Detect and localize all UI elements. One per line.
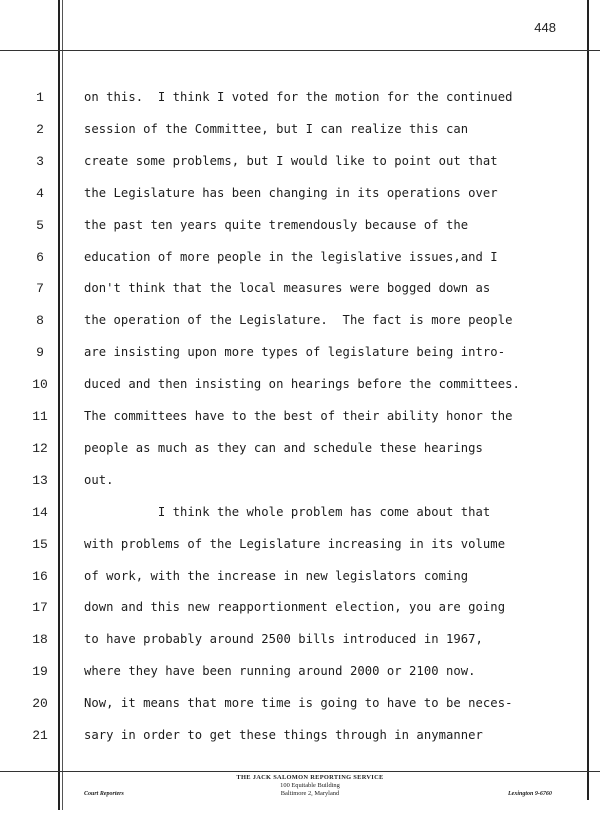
line-number: 17 [32, 600, 48, 616]
line-text: education of more people in the legislative issues,and I [84, 249, 498, 264]
footer-address-line-1: 100 Equitable Building [280, 782, 340, 789]
line-number: 5 [36, 217, 44, 233]
transcript-line [0, 563, 600, 595]
transcript-line [0, 531, 600, 563]
line-number: 14 [32, 504, 48, 520]
line-text: where they have been running around 2000 or 2100 now. [84, 664, 476, 679]
footer-rule [0, 771, 600, 772]
line-text: duced and then insisting on hearings before the committees. [84, 377, 520, 392]
line-text: are insisting upon more types of legislature being intro- [84, 345, 506, 360]
line-number: 15 [32, 536, 48, 552]
footer-address-line-2: Baltimore 2, Maryland [280, 790, 340, 797]
line-number: 19 [32, 664, 48, 680]
transcript-line [0, 371, 600, 403]
line-text: on this. I think I voted for the motion for the continued [84, 90, 513, 104]
line-text: session of the Committee, but I can realize this can [84, 121, 469, 136]
transcript-line [0, 84, 600, 116]
footer-service-name: THE JACK SALOMON REPORTING SERVICE [236, 774, 384, 781]
line-number: 12 [32, 440, 48, 456]
line-text: people as much as they can and schedule these hearings [84, 440, 483, 455]
line-number: 8 [36, 313, 44, 329]
line-text: The committees have to the best of their ability honor the [84, 409, 513, 423]
transcript-line [0, 116, 600, 148]
line-text: I think the whole problem has come about that [84, 504, 491, 519]
line-text: of work, with the increase in new legislators coming [84, 568, 469, 583]
transcript-line [0, 594, 600, 626]
footer-phone: Lexington 9-6760 [508, 791, 552, 797]
page-number: 448 [534, 20, 556, 35]
line-text: Now, it means that more time is going to have to be neces- [84, 696, 513, 711]
line-text: don't think that the local measures were bogged down as [84, 281, 491, 296]
transcript-line [0, 148, 600, 180]
line-text: to have probably around 2500 bills introduced in 1967, [84, 632, 483, 647]
line-number: 3 [36, 153, 44, 169]
line-text: the past ten years quite tremendously because of the [84, 217, 469, 232]
line-number: 7 [36, 281, 44, 297]
line-number: 20 [32, 696, 48, 712]
transcript-line [0, 180, 600, 212]
transcript-line [0, 467, 600, 499]
transcript-line [0, 722, 600, 754]
line-number: 6 [36, 249, 44, 265]
line-text: create some problems, but I would like to point out that [84, 153, 498, 168]
line-number: 11 [32, 409, 48, 424]
line-number: 1 [36, 90, 44, 105]
transcript-line [0, 339, 600, 371]
transcript-line [0, 403, 600, 435]
line-number: 4 [36, 185, 44, 201]
line-text: with problems of the Legislature increasing in its volume [84, 536, 506, 551]
line-text: sary in order to get these things through in anymanner [84, 728, 483, 742]
transcript-line [0, 499, 600, 531]
line-number: 16 [32, 568, 48, 584]
line-number: 2 [36, 121, 44, 137]
footer-reporting-service [200, 774, 420, 798]
line-text: the Legislature has been changing in its operations over [84, 185, 498, 200]
line-number: 9 [36, 345, 44, 361]
line-text: out. [84, 472, 114, 487]
transcript-line [0, 275, 600, 307]
transcript-line [0, 244, 600, 276]
line-number: 18 [32, 632, 48, 648]
line-number: 21 [32, 728, 48, 743]
header-rule [0, 50, 600, 51]
transcript-line [0, 658, 600, 690]
line-text: the operation of the Legislature. The fact is more people [84, 313, 513, 328]
line-text: down and this new reapportionment election, you are going [84, 600, 506, 615]
line-number: 10 [32, 377, 48, 393]
transcript-line [0, 307, 600, 339]
line-number: 13 [32, 472, 48, 488]
transcript-line [0, 435, 600, 467]
transcript-line [0, 626, 600, 658]
footer-court-reporters: Court Reporters [84, 791, 124, 797]
transcript-line [0, 690, 600, 722]
transcript-line [0, 212, 600, 244]
